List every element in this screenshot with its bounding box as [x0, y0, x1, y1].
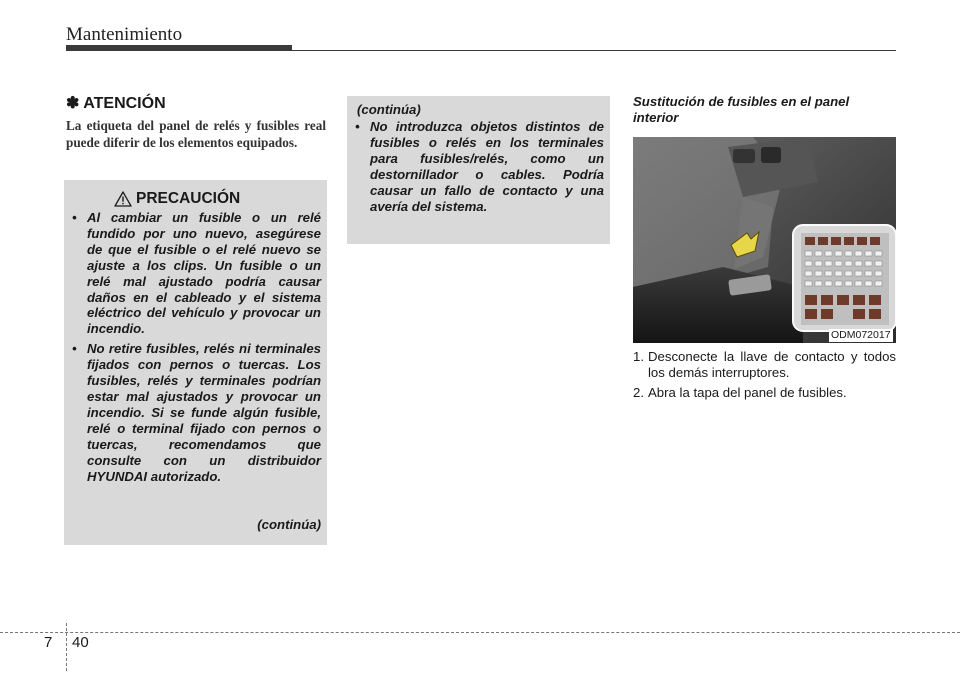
attention-title: ✽ ATENCIÓN: [66, 95, 166, 112]
header-bar: [66, 45, 292, 51]
caution-list: [71, 210, 321, 488]
fuse-panel-photo: [633, 137, 896, 343]
warning-triangle-icon: [114, 191, 132, 207]
bullet-icon: •: [72, 341, 77, 357]
attention-body: La etiqueta del panel de relés y fusibles real puede diferir de los elementos equipados.: [66, 118, 326, 150]
step-text: Desconecte la llave de contacto y todos los demás interruptores.: [648, 349, 896, 380]
continued-head: (continúa): [357, 102, 421, 117]
caution-item-text: Al cambiar un fusible o un relé fundido por uno nuevo, asegúrese de que el fusible o el relé nuevo se ajuste a los clips. Un fusible o un relé mal ajustado podría causar daños en el cableado y el sistema eléctrico del vehículo y provocar un incendio.: [87, 210, 321, 337]
step-text: Abra la tapa del panel de fusibles.: [648, 385, 847, 400]
header-title: Mantenimiento: [66, 24, 183, 45]
footer-divider: [66, 623, 67, 671]
bullet-icon: •: [72, 210, 77, 225]
photo-code-label: ODM072017: [831, 329, 891, 341]
footer-rule: [0, 632, 960, 633]
caution-continues: (continúa): [257, 517, 321, 532]
steps-list: [633, 349, 896, 405]
caution-item: [71, 210, 321, 337]
page-number: 40: [72, 634, 89, 651]
caution-item: [71, 341, 321, 484]
continued-item: [354, 119, 604, 214]
step-number: 2.: [633, 385, 644, 400]
fuse-panel-illustration: [633, 137, 896, 343]
bullet-icon: •: [355, 119, 360, 134]
continued-list: [354, 119, 604, 214]
header-rule: [292, 50, 896, 51]
step-item: [633, 349, 896, 381]
step-item: [633, 385, 896, 401]
caution-item-text: No retire fusibles, relés ni terminales fijados con pernos o tuercas. Los fusibles, relés y terminales podrían estar mal ajustados y provocar un incendio. Si se funde algún fusible, relé o terminal fijado con pernos o tuercas, recomendamos que consulte con un distribuidor HYUNDAI autorizado.: [87, 341, 321, 484]
caution-box: [64, 180, 327, 545]
chapter-number: 7: [44, 634, 53, 651]
caution-heading: [114, 190, 240, 208]
section-title: Sustitución de fusibles en el panel interior: [633, 94, 850, 125]
continued-box: [347, 96, 610, 244]
caution-title: PRECAUCIÓN: [136, 190, 241, 207]
continued-item-text: No introduzca objetos distintos de fusibles o relés en los terminales para fusibles/relés, como un destornillador o cables. Podría causar un fallo de contacto y una avería del sistema.: [370, 119, 604, 214]
step-number: 1.: [633, 349, 644, 364]
